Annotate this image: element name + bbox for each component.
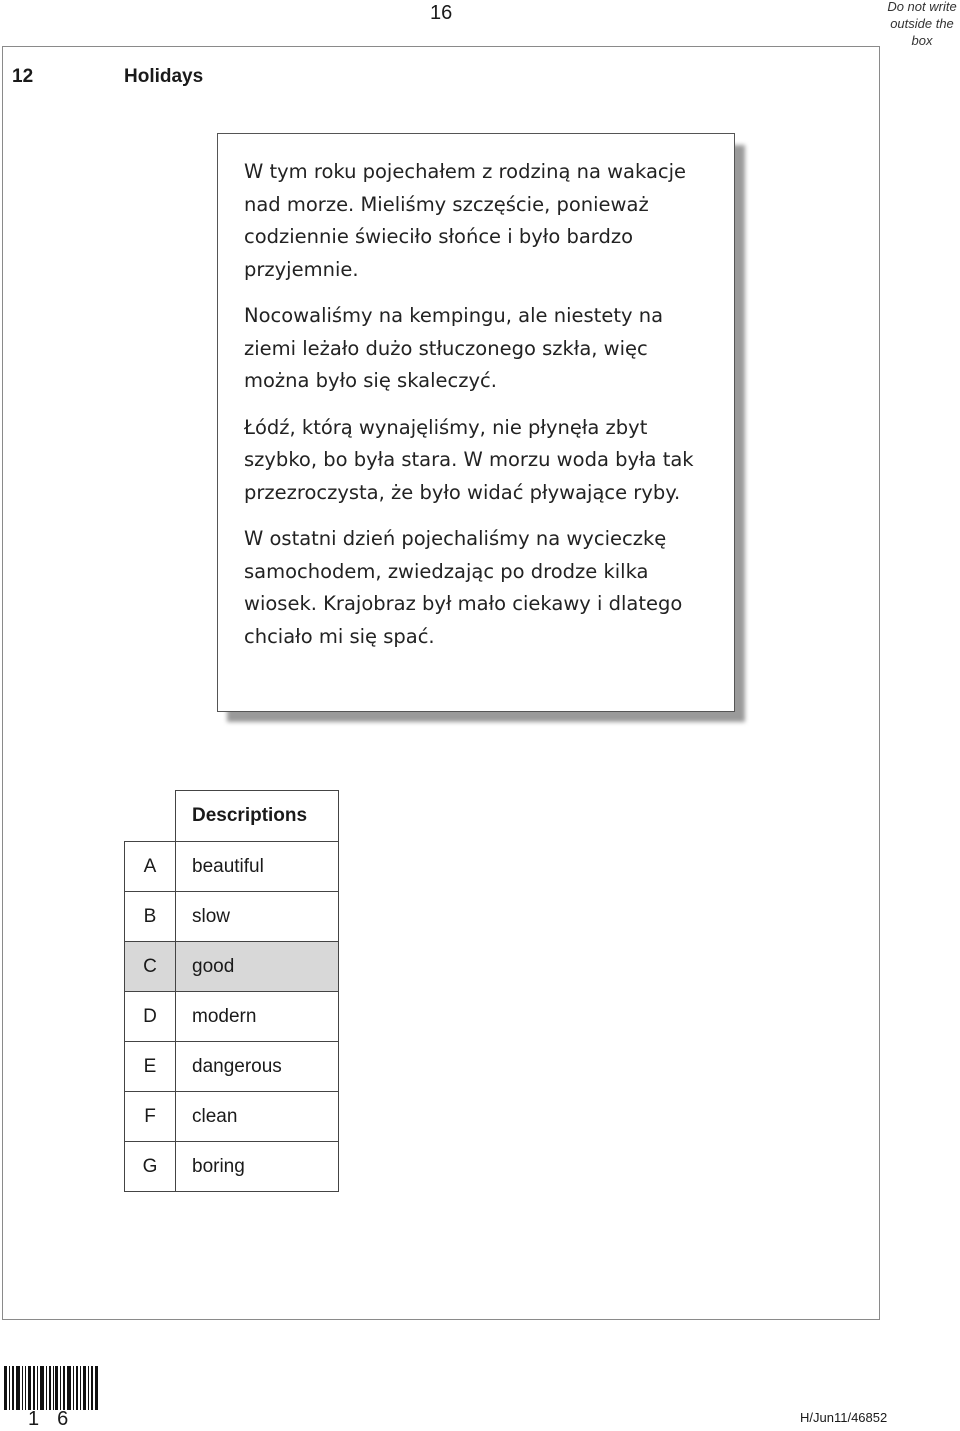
table-row: [125, 1142, 339, 1192]
question-number: 12: [12, 66, 34, 87]
passage-paragraph: W ostatni dzień pojechaliśmy na wycieczkę samochodem, zwiedzając po drodze kilka wiosek. Krajobraz był mało ciekawy i dlatego chciało mi się spać.: [244, 527, 683, 648]
table-row: [125, 992, 339, 1042]
table-corner: [125, 791, 176, 842]
row-letter: F: [125, 1092, 176, 1142]
table-row: [125, 942, 339, 992]
paper-code: H/Jun11/46852: [800, 1410, 888, 1425]
row-description: modern: [176, 992, 339, 1042]
row-letter: G: [125, 1142, 176, 1192]
question-title: Holidays: [124, 66, 204, 87]
table-row: [125, 1042, 339, 1092]
row-description: dangerous: [176, 1042, 339, 1092]
passage-paragraph: Łódź, którą wynajęliśmy, nie płynęła zbyt szybko, bo była stara. W morzu woda była tak przezroczysta, że było widać pływające ryby.: [244, 415, 694, 504]
row-description: boring: [176, 1142, 339, 1192]
margin-note: [884, 0, 960, 49]
row-description: slow: [176, 892, 339, 942]
margin-note-line: outside the: [890, 16, 954, 31]
table-header-row: [125, 791, 339, 842]
row-letter: E: [125, 1042, 176, 1092]
table-row: [125, 842, 339, 892]
page-number: 16: [430, 2, 453, 24]
row-description: clean: [176, 1092, 339, 1142]
row-description: beautiful: [176, 842, 339, 892]
margin-note-line: Do not write: [887, 0, 957, 14]
row-description: good: [176, 942, 339, 992]
margin-note-line: box: [911, 33, 933, 48]
passage-paragraph: W tym roku pojechałem z rodziną na wakacje nad morze. Mieliśmy szczęście, ponieważ codziennie świeciło słońce i było bardzo przyjemnie.: [244, 160, 687, 281]
barcode-digits: 16: [28, 1408, 87, 1430]
barcode: [4, 1366, 100, 1410]
row-letter: A: [125, 842, 176, 892]
descriptions-header: Descriptions: [176, 791, 339, 842]
passage-paragraph: Nocowaliśmy na kempingu, ale niestety na ziemi leżało dużo stłuczonego szkła, więc można było się skaleczyć.: [244, 304, 664, 392]
table-row: [125, 1092, 339, 1142]
row-letter: B: [125, 892, 176, 942]
row-letter: D: [125, 992, 176, 1042]
descriptions-table: [124, 790, 339, 1192]
row-letter: C: [125, 942, 176, 992]
table-row: [125, 892, 339, 942]
passage-card: [217, 133, 735, 712]
